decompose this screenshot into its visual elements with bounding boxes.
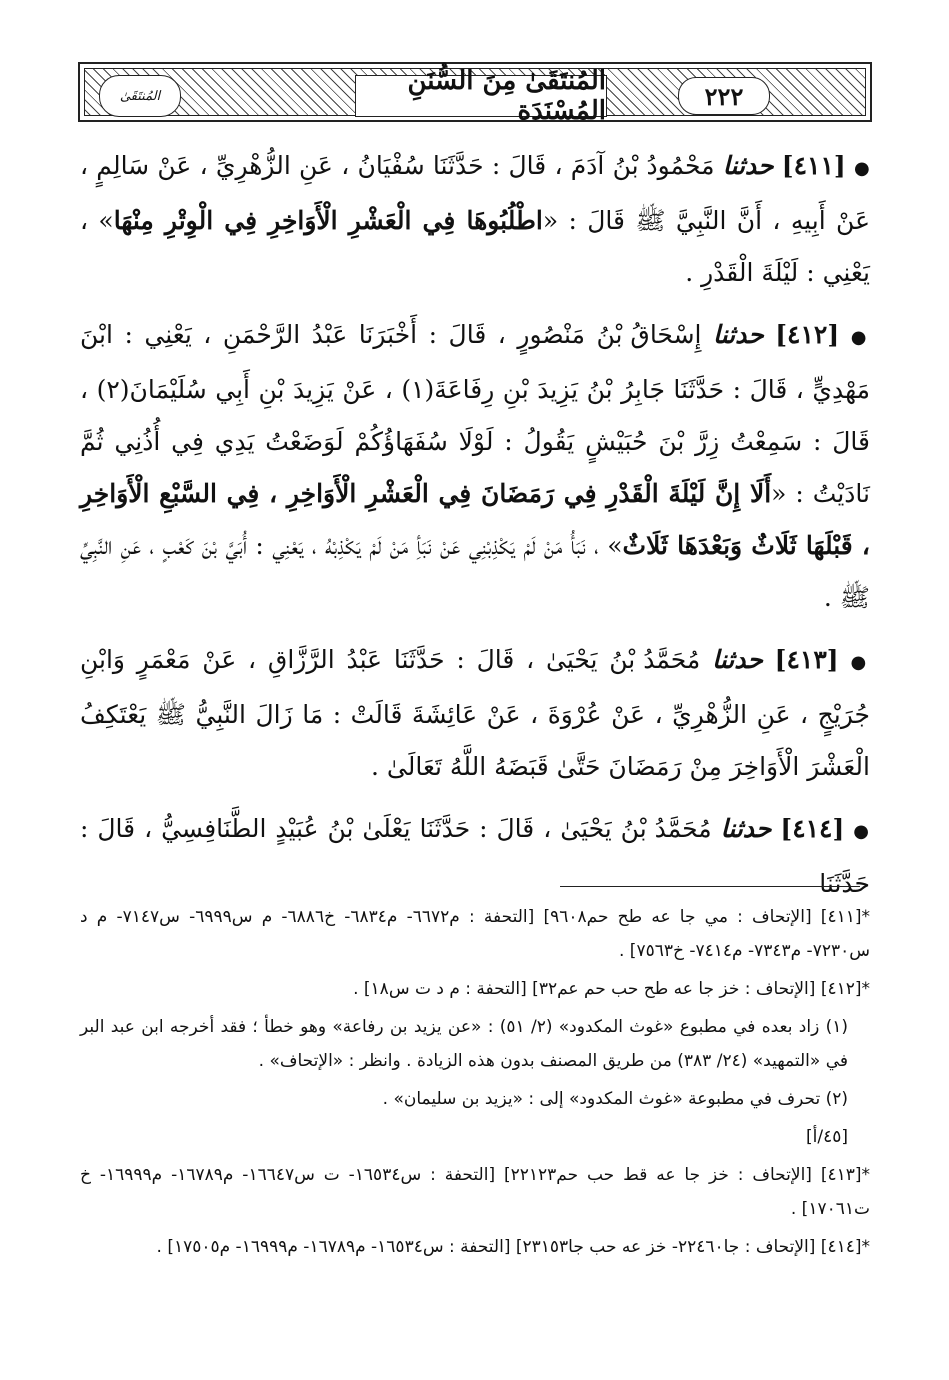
hadith-412 <box>80 309 870 624</box>
hadith-tail: » ، نَبَأُ مَنْ لَمْ يَكْذِبْنِي عَنْ نَبَأِ مَنْ لَمْ يَكْذِبْهُ ، يَعْنِي : أُبَيَّ بْنَ كَعْبٍ ، عَنِ النَّبِيِّ ﷺ . <box>80 531 870 612</box>
hadith-text: إِسْحَاقُ بْنُ مَنْصُورٍ ، قَالَ : أَخْبَرَنَا عَبْدُ الرَّحْمَنِ ، يَعْنِي : ابْنَ مَهْدِيٍّ ، قَالَ : حَدَّثَنَا جَابِرُ بْنُ يَزِيدَ بْنِ رِفَاعَةَ(١) ، عَنْ يَزِيدَ بْنِ أَبِي سُلَيْمَانَ(٢) ، قَالَ : سَمِعْتُ زِرَّ بْنَ حُبَيْشٍ يَقُولُ : لَوْلَا سُفَهَاؤُكُمْ لَوَضَعْتُ يَدِي فِي أُذُنِي ثُمَّ نَادَيْتُ : « <box>80 320 870 508</box>
hadith-413 <box>80 634 870 793</box>
footnote-1: (١) زاد بعده في مطبوع «غوث المكدود» (٢/ ٥١) : «عن يزيد بن رفاعة» وهو خطأ ؛ فقد أخرجه ابن عبد البر في «التمهيد» (٢٤/ ٣٨٣) من طريق المصنف بدون هذه الزيادة . وانظر : «الإتحاف» . <box>80 1017 849 1071</box>
hadith-text: مُحَمَّدُ بْنُ يَحْيَىٰ ، قَالَ : حَدَّثَنَا عَبْدُ الرَّزَّاقِ ، عَنْ مَعْمَرٍ وَابْنِ جُرَيْجٍ ، عَنِ الزُّهْرِيِّ ، عَنْ عُرْوَةَ ، عَنْ عَائِشَةَ قَالَتْ : مَا زَالَ النَّبِيُّ ﷺ يَعْتَكِفُ الْعَشْرَ الْأَوَاخِرَ مِنْ رَمَضَانَ حَتَّىٰ قَبَضَهُ اللَّهُ تَعَالَىٰ . <box>80 645 870 781</box>
hadith-number: [٤١٢] <box>775 320 840 349</box>
running-title: المُنتَقَىٰ مِنَ السُّنَنِ المُسْنَدَة <box>355 75 607 117</box>
footnote-414: *[٤١٤] [الإتحاف : جا٢٢٤٦٠- خز عه حب جا٢٣١٥٣] [التحفة : س١٦٥٣٤- م١٦٧٨٩- م١٦٩٩٩- م١٧٥٠٥] . <box>156 1237 870 1257</box>
footnote-2: (٢) تحرف في مطبوعة «غوث المكدود» إلى : «يزيد بن سليمان» . <box>382 1089 848 1109</box>
hadith-tail: » ، يَعْنِي : لَيْلَةَ الْقَدْرِ . <box>80 206 870 287</box>
hadith-number: [٤١٣] <box>774 645 839 674</box>
book-seal-logo <box>99 75 181 117</box>
narration-lead: حدثنا <box>712 320 764 349</box>
hadith-text: مَحْمُودُ بْنُ آدَمَ ، قَالَ : حَدَّثَنَا سُفْيَانُ ، عَنِ الزُّهْرِيِّ ، عَنْ سَالِمٍ ، عَنْ أَبِيهِ ، أَنَّ النَّبِيَّ ﷺ قَالَ : « <box>80 151 870 235</box>
narration-lead: حدثنا <box>722 151 774 180</box>
footnote-413: *[٤١٣] [الإتحاف : خز جا عه قط حب حم٢٢١٢٣] [التحفة : س١٦٥٣٤- ت س١٦٦٤٧- م١٦٧٨٩- م١٦٩٩٩- خ ت١٧٠٦١] . <box>80 1165 870 1219</box>
footnote-412: *[٤١٢] [الإتحاف : خز جا عه طح حب حم عم٣٢] [التحفة : م د ت س١٨] . <box>353 979 870 999</box>
footnotes <box>80 900 870 1268</box>
hadith-matn: أَلَا إِنَّ لَيْلَةَ الْقَدْرِ فِي رَمَضَانَ فِي الْعَشْرِ الْأَوَاخِرِ ، فِي السَّبْعِ الْأَوَاخِرِ ، قَبْلَهَا ثَلَاثٌ وَبَعْدَهَا ثَلَاثٌ <box>80 479 870 560</box>
narration-lead: حدثنا <box>712 645 763 674</box>
bullet-icon: ● <box>850 652 871 673</box>
hadith-number: [٤١٤] <box>780 814 845 843</box>
hadith-411 <box>80 140 870 299</box>
hadith-414 <box>80 803 870 910</box>
footnote-divider <box>560 886 860 887</box>
bullet-icon: ● <box>853 158 870 179</box>
hadith-text: مُحَمَّدُ بْنُ يَحْيَىٰ ، قَالَ : حَدَّثَنَا يَعْلَىٰ بْنُ عُبَيْدٍ الطَّنَافِسِيُّ ، قَالَ : حَدَّثَنَا <box>80 814 870 898</box>
narration-lead: حدثنا <box>720 814 772 843</box>
folio-marker: [٤٥/أ] <box>806 1127 848 1147</box>
seal-text: المُنتَقَىٰ <box>119 88 161 104</box>
hadith-number: [٤١١] <box>781 151 846 180</box>
main-text <box>80 140 870 920</box>
footnote-411: *[٤١١] [الإتحاف : مي جا عه طح حم٩٦٠٨] [التحفة : م٦٦٧٢- م٦٨٣٤- خ٦٨٨٦- م س٦٩٩٩- س٧١٤٧- م د س٧٢٣٠- م٧٣٤٣- م٧٤١٤- خ٧٥٦٣] . <box>80 907 870 961</box>
page-number: ٢٢٢ <box>678 77 770 115</box>
bullet-icon: ● <box>853 821 871 842</box>
header-ornament-border <box>84 66 866 126</box>
bullet-icon: ● <box>850 327 870 348</box>
page-header <box>78 62 872 126</box>
hadith-matn: اطْلُبُوهَا فِي الْعَشْرِ الْأَوَاخِرِ فِي الْوِتْرِ مِنْهَا <box>113 206 543 235</box>
